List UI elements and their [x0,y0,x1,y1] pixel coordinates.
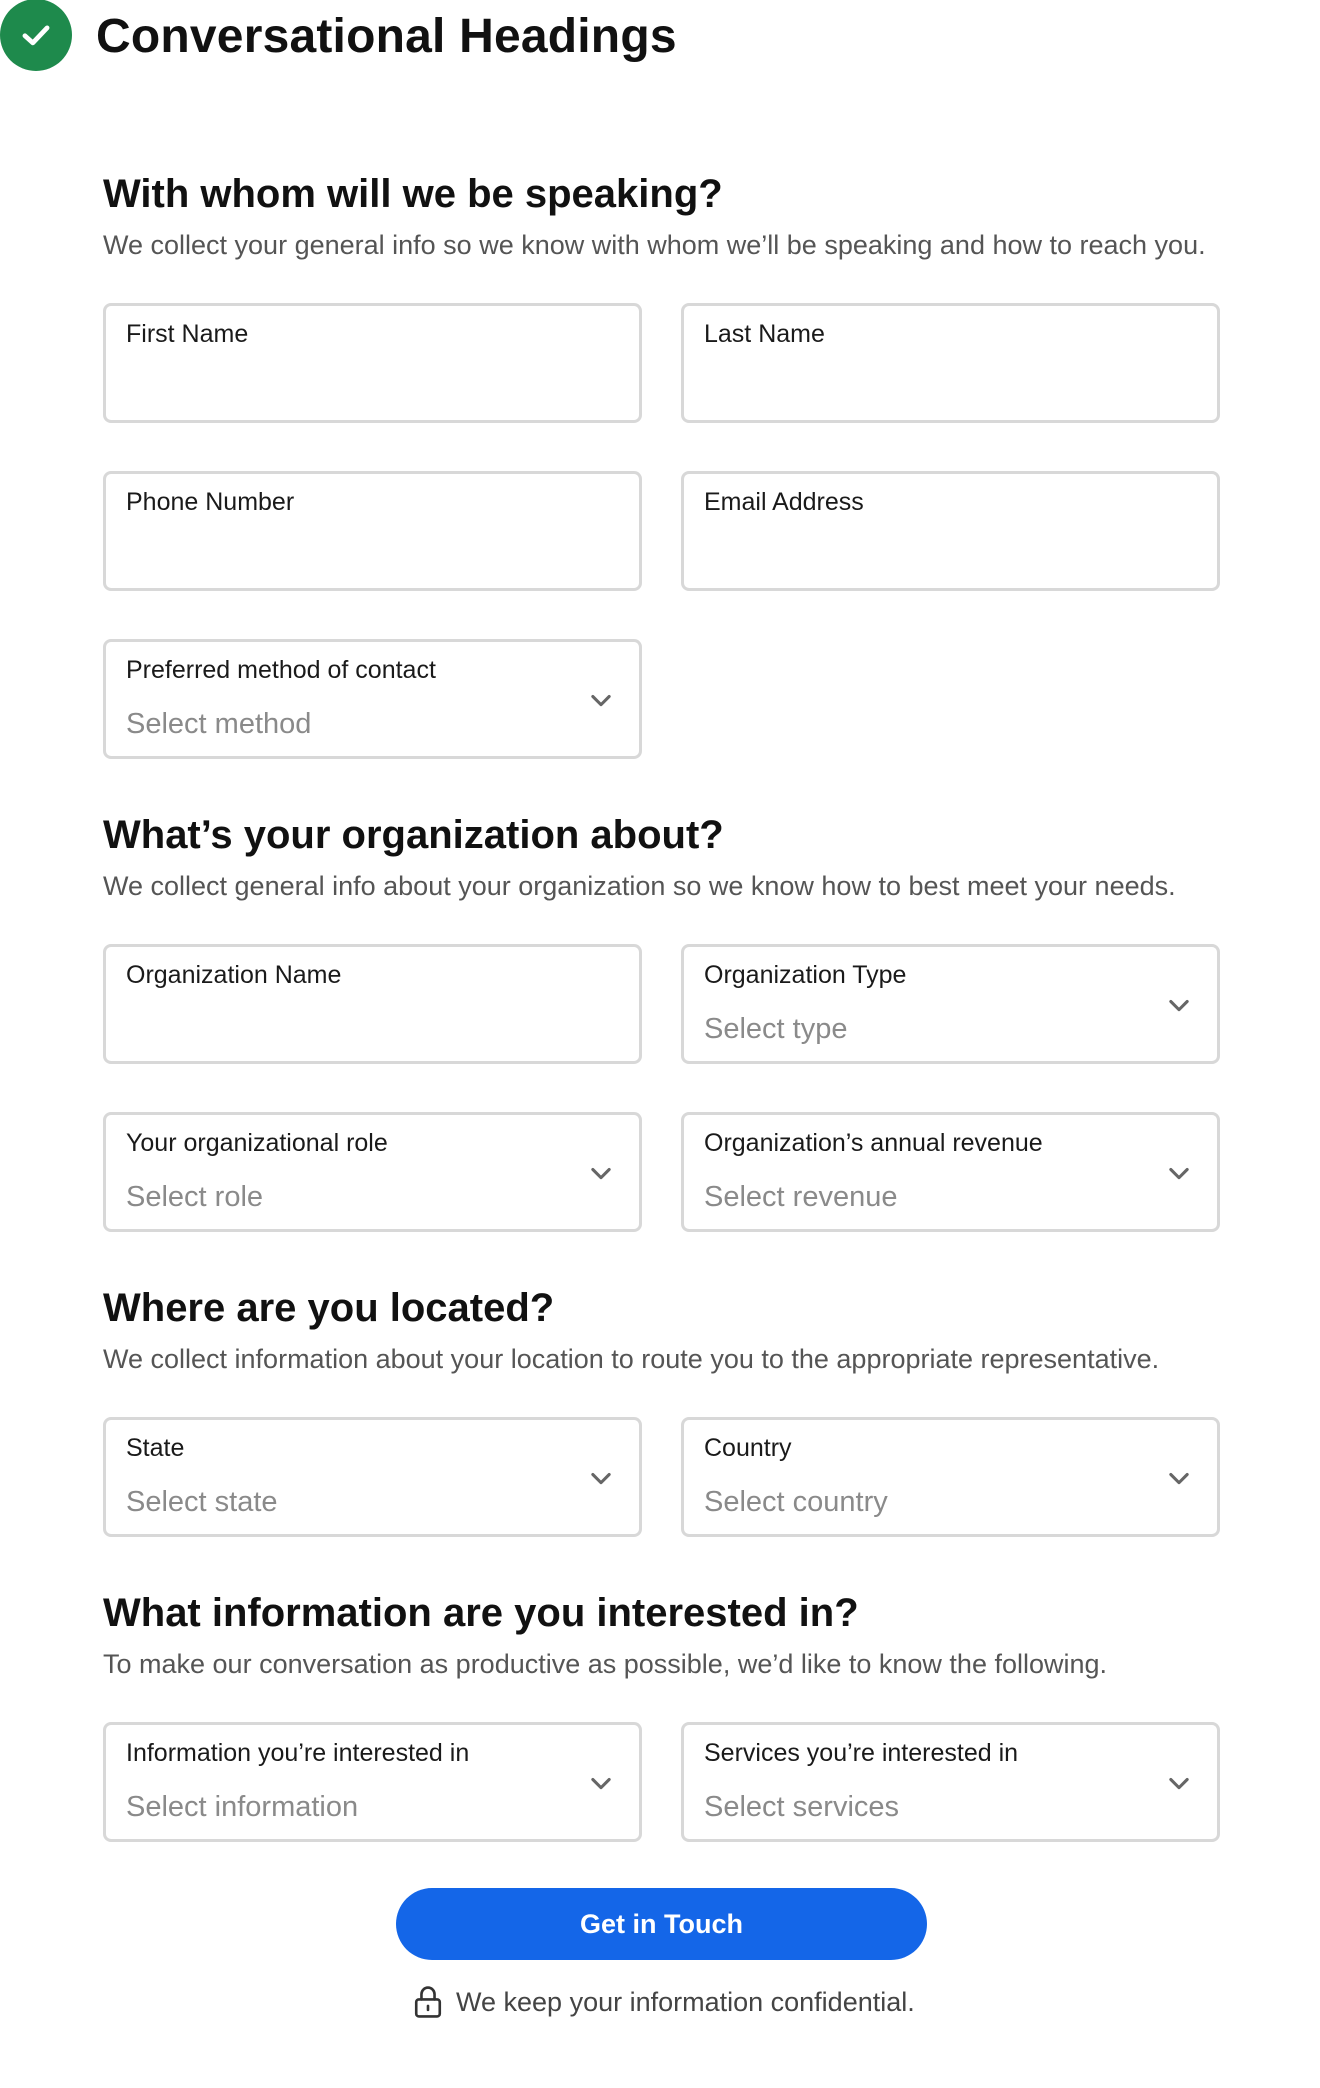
lock-icon [412,1985,444,2019]
field-label: Services you’re interested in [704,1739,1019,1767]
section-description: To make our conversation as productive as possible, we’d like to know the following. [103,1649,1108,1679]
select-placeholder: Select role [126,1181,264,1213]
page-title: Conversational Headings [96,9,677,63]
confidentiality-note [412,1982,915,2022]
field-label: Your organizational role [126,1129,388,1157]
section-title: With whom will we be speaking? [103,172,723,216]
field-label: Preferred method of contact [126,656,436,684]
select-placeholder: Select type [704,1013,848,1045]
select-placeholder: Select information [126,1791,359,1823]
services-interest-select[interactable] [681,1722,1220,1842]
section-title: What’s your organization about? [103,813,724,857]
chevron-down-icon [1165,1769,1193,1797]
organization-name-field[interactable] [103,944,642,1064]
section-location [103,1284,1220,1376]
confidential-text: We keep your information confidential. [456,1986,915,2017]
get-in-touch-button[interactable]: Get in Touch [396,1888,927,1960]
select-placeholder: Select method [126,708,312,740]
field-label: Organization Type [704,961,907,989]
section-description: We collect information about your location to route you to the appropriate representative. [103,1344,1160,1374]
section-title: What information are you interested in? [103,1591,859,1635]
organization-type-select[interactable] [681,944,1220,1064]
chevron-down-icon [587,1464,615,1492]
select-placeholder: Select services [704,1791,900,1823]
chevron-down-icon [587,1769,615,1797]
select-placeholder: Select country [704,1486,888,1518]
country-select[interactable] [681,1417,1220,1537]
phone-number-field[interactable] [103,471,642,591]
field-label: State [126,1434,185,1462]
field-label: Information you’re interested in [126,1739,470,1767]
chevron-down-icon [587,686,615,714]
field-label: Organization’s annual revenue [704,1129,1043,1157]
field-label: Email Address [704,488,864,516]
chevron-down-icon [1165,991,1193,1019]
organizational-role-select[interactable] [103,1112,642,1232]
state-select[interactable] [103,1417,642,1537]
section-title: Where are you located? [103,1286,555,1330]
email-address-field[interactable] [681,471,1220,591]
first-name-field[interactable] [103,303,642,423]
select-placeholder: Select state [126,1486,278,1518]
section-organization [103,811,1220,903]
chevron-down-icon [1165,1159,1193,1187]
field-label: Organization Name [126,961,342,989]
annual-revenue-select[interactable] [681,1112,1220,1232]
field-label: Country [704,1434,792,1462]
last-name-field[interactable] [681,303,1220,423]
chevron-down-icon [587,1159,615,1187]
field-label: Phone Number [126,488,295,516]
chevron-down-icon [1165,1464,1193,1492]
field-label: First Name [126,320,249,348]
check-circle-icon [0,0,72,71]
section-interests [103,1589,1220,1681]
select-placeholder: Select revenue [704,1181,898,1213]
contact-method-select[interactable] [103,639,642,759]
field-label: Last Name [704,320,825,348]
section-description: We collect general info about your organization so we know how to best meet your needs. [103,871,1176,901]
information-interest-select[interactable] [103,1722,642,1842]
page-header [0,0,677,72]
section-description: We collect your general info so we know with whom we’ll be speaking and how to reach you. [103,230,1206,260]
section-contact-info [103,170,1220,262]
